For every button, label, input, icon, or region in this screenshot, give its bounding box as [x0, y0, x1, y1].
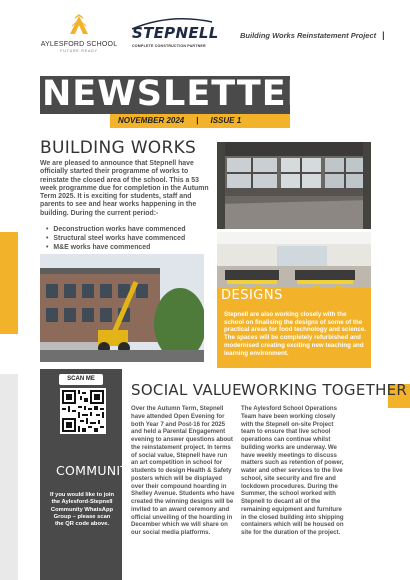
newsletter-title: NEWSLETTER: [42, 74, 315, 114]
designs-body: Stepnell are also working closely with the school on finalising the designs of some of the practical areas for food technology and science. The spaces will be completely refurbished and modernised creating exciting new teaching and learning environment.: [224, 311, 367, 357]
community-body: If you would like to join the Aylesford-Stepnell Community WhatsApp Group – please scan the QR code above.: [49, 492, 115, 528]
designs-heading: DESIGNS: [221, 288, 283, 303]
left-grey-bar: [0, 374, 18, 580]
list-item: • Deconstruction works have commenced: [46, 225, 216, 234]
social-value-heading: SOCIAL VALUE: [131, 381, 242, 399]
stepnell-tagline: COMPLETE CONSTRUCTION PARTNER: [132, 44, 206, 48]
interior-works-photo: [217, 142, 371, 229]
list-item: • Structural steel works have commenced: [46, 234, 216, 243]
aylesford-school-logo: [40, 14, 118, 53]
project-title-divider: |: [382, 30, 385, 40]
issue-divider: |: [196, 116, 199, 125]
community-heading: COMMUNITY: [56, 463, 137, 478]
stepnell-wordmark: STEPNELL: [132, 24, 219, 42]
exterior-works-photo: [40, 254, 204, 362]
list-item: • M&E works have commenced: [46, 243, 216, 252]
issue-info: [118, 116, 241, 125]
building-works-heading: BUILDING WORKS: [40, 138, 197, 158]
left-accent-bar: [0, 232, 18, 334]
building-works-body: We are pleased to announce that Stepnell have officially started their programme of works to reinstate the closed area of the school. This a 53 week programme due for completion in the Autumn Term 2025. It is exciting for students, staff and parents to see and hear works happening in the building. During the current period:-: [40, 160, 209, 217]
scan-me-label: SCAN ME: [59, 374, 103, 385]
working-together-body: The Aylesford School Operations Team have been working closely with the Stepnell on-site Project team to ensure that live school operations can continue whilst building works are underway. We have weekly meetings to discuss matters such as retention of power, water and other services to the live school, site security and fire and lockdown procedures. During the Summer, the school worked with Stepnell to decant all of the remaining equipment and furniture in the closed building into shipping containers which will be housed on site for the duration of the project.: [241, 405, 344, 536]
issue-date: NOVEMBER 2024: [118, 116, 185, 125]
stepnell-logo: [132, 24, 218, 48]
issue-number: ISSUE 1: [210, 116, 242, 125]
working-together-heading: WORKING TOGETHER: [241, 381, 408, 399]
school-crest-icon: [66, 14, 92, 38]
project-title-text: Building Works Reinstatement Project: [240, 31, 377, 40]
project-title: [240, 30, 385, 40]
school-tagline: FUTURE READY: [60, 49, 98, 53]
building-works-list: [46, 225, 216, 252]
school-name: AYLESFORD SCHOOL: [40, 41, 118, 48]
stepnell-swoosh-icon: [130, 17, 214, 31]
social-value-body: Over the Autumn Term, Stepnell have attended Open Evening for both Year 7 and Post-16 for 2025 and held a Parental Engagement evening to answer questions about the reinstatement project. In terms of social value, Stepnell have run an art competition in school for students to design Health & Safety posters which will be displayed over their compound hoarding in Shelley Avenue. Students who have created the winning designs will be invited to an award ceremony and official unveiling of the hoarding in December which we will share on our social media platforms.: [131, 405, 235, 536]
qr-code-icon[interactable]: [60, 388, 106, 434]
